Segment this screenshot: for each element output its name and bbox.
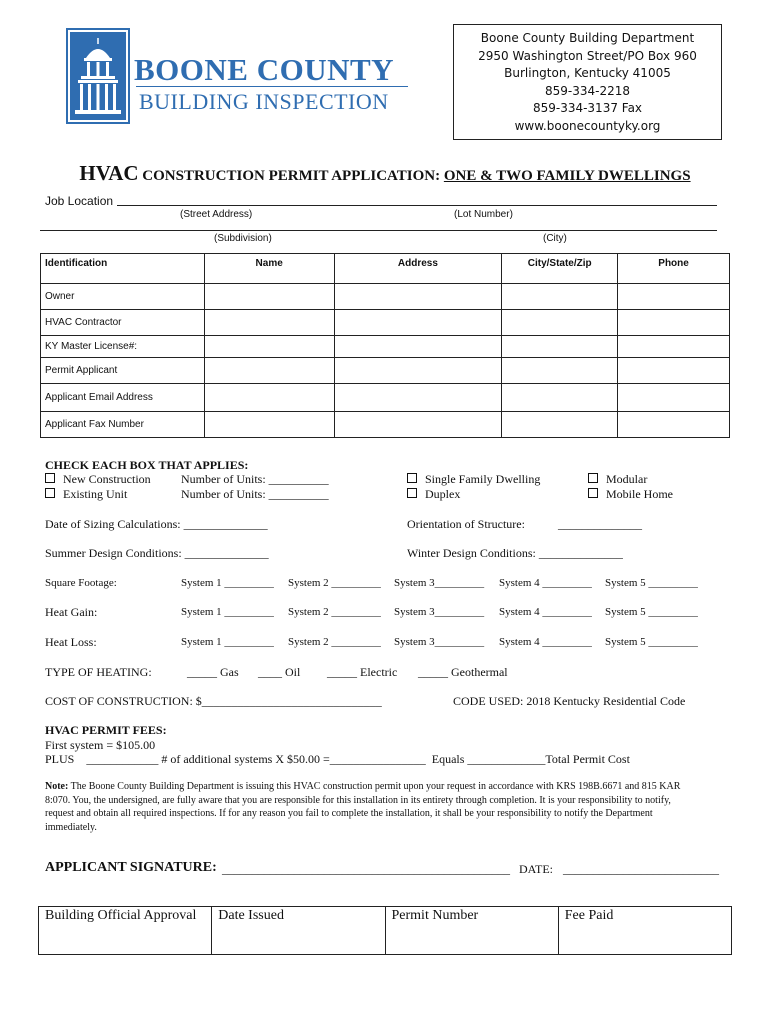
checkbox[interactable] <box>588 488 598 498</box>
column-header: Address <box>334 254 502 284</box>
note-text: The Boone County Building Department is issuing this HVAC construction permit upon your request in accordance with KRS 198B.6671 and 815 KAR 8:070. You, the undersigned, are fully aware that you are responsible for this installation in its entirety through completion. It is your responsibility to notify, request and obtain all required inspections. If for any reason you fail to complete the installation, it shall be your responsibility to notify the Department immediately. <box>45 781 681 833</box>
official-use-table <box>38 906 732 955</box>
code-used: CODE USED: 2018 Kentucky Residential Code <box>453 694 686 708</box>
address-line: www.boonecountyky.org <box>514 118 661 133</box>
owner-address-cell[interactable] <box>334 284 502 310</box>
heating-geothermal-option[interactable]: _____ Geothermal <box>418 665 508 679</box>
column-header: Name <box>204 254 334 284</box>
applicant-name-cell[interactable] <box>204 358 334 384</box>
license-phone-cell[interactable] <box>618 336 730 358</box>
row-label: Permit Applicant <box>41 358 205 384</box>
fees-heading: HVAC PERMIT FEES: <box>45 723 167 737</box>
email-address-cell[interactable] <box>334 384 502 412</box>
legal-note <box>45 780 685 834</box>
signature-label: APPLICANT SIGNATURE: <box>45 860 217 875</box>
address-line: 2950 Washington Street/PO Box 960 <box>478 48 697 63</box>
fax-city-cell[interactable] <box>502 412 618 438</box>
orientation-field[interactable]: ______________ <box>558 517 642 531</box>
lot-number-caption: (Lot Number) <box>454 209 513 220</box>
square-footage-system-1[interactable]: System 1 _________ <box>181 577 274 589</box>
logo-divider <box>136 86 408 87</box>
table-row <box>41 412 730 438</box>
license-city-cell[interactable] <box>502 336 618 358</box>
column-header: City/State/Zip <box>502 254 618 284</box>
row-label: Applicant Fax Number <box>41 412 205 438</box>
cost-of-construction-field[interactable]: COST OF CONSTRUCTION: $______________________________ <box>45 694 382 708</box>
mobile-home-option[interactable]: Mobile Home <box>588 487 673 502</box>
note-label: Note: <box>45 781 69 792</box>
logo-name: BOONE COUNTY <box>134 52 395 87</box>
heat-loss-system-1[interactable]: System 1 _________ <box>181 636 274 648</box>
email-name-cell[interactable] <box>204 384 334 412</box>
table-row <box>41 384 730 412</box>
page-title: HVAC CONSTRUCTION PERMIT APPLICATION: ONE & TWO FAMILY DWELLINGS <box>79 161 691 185</box>
additional-systems-fee[interactable]: PLUS ____________ # of additional systems X $50.00 =________________ Equals _____________Total Permit Cost <box>45 752 630 766</box>
address-line: 859-334-2218 <box>544 83 630 98</box>
heat-loss-system-4[interactable]: System 4 _________ <box>499 636 592 648</box>
first-system-fee: First system = $105.00 <box>45 738 156 752</box>
contractor-address-cell[interactable] <box>334 310 502 336</box>
owner-city-cell[interactable] <box>502 284 618 310</box>
address-line: 859-334-3137 Fax <box>532 101 643 115</box>
permit-number-cell[interactable]: Permit Number <box>385 907 558 955</box>
address-line: Burlington, Kentucky 41005 <box>504 66 671 80</box>
building-official-approval-cell[interactable]: Building Official Approval <box>39 907 212 955</box>
subdivision-caption: (Subdivision) <box>214 233 272 244</box>
sizing-date-field[interactable]: Date of Sizing Calculations: ______________ <box>45 517 268 531</box>
heating-electric-option[interactable]: _____ Electric <box>327 665 398 679</box>
row-label: KY Master License#: <box>41 336 205 358</box>
contacts-table <box>40 253 730 438</box>
heat-gain-system-1[interactable]: System 1 _________ <box>181 606 274 618</box>
table-header-row <box>41 254 730 284</box>
existing-unit-option[interactable]: Existing Unit <box>45 487 127 502</box>
checks-heading: CHECK EACH BOX THAT APPLIES: <box>45 458 249 472</box>
row-label: Heat Loss: <box>45 635 97 649</box>
modular-option[interactable]: Modular <box>588 472 647 487</box>
row-label: Heat Gain: <box>45 605 98 619</box>
signature-field[interactable]: ________________________________________________ <box>222 862 510 876</box>
winter-design-field[interactable]: Winter Design Conditions: ______________ <box>407 546 623 560</box>
courthouse-icon <box>66 28 130 124</box>
applicant-address-cell[interactable] <box>334 358 502 384</box>
table-row <box>41 284 730 310</box>
table-row <box>41 358 730 384</box>
applicant-city-cell[interactable] <box>502 358 618 384</box>
summer-design-field[interactable]: Summer Design Conditions: ______________ <box>45 546 269 560</box>
street-address-caption: (Street Address) <box>180 209 253 220</box>
address-line: Boone County Building Department <box>480 31 695 45</box>
row-label: Owner <box>41 284 205 310</box>
job-location-subdivision-field[interactable] <box>40 230 717 231</box>
job-location-label: Job Location <box>45 194 114 208</box>
logo-subtitle: BUILDING INSPECTION <box>139 89 389 114</box>
heating-gas-option[interactable]: _____ Gas <box>187 665 239 679</box>
table-row <box>41 336 730 358</box>
checkbox[interactable] <box>588 473 598 483</box>
date-issued-cell[interactable]: Date Issued <box>212 907 385 955</box>
applicant-phone-cell[interactable] <box>618 358 730 384</box>
heat-gain-system-5[interactable]: System 5 _________ <box>605 606 698 618</box>
square-footage-system-4[interactable]: System 4 _________ <box>499 577 592 589</box>
checkbox[interactable] <box>45 473 55 483</box>
owner-name-cell[interactable] <box>204 284 334 310</box>
orientation-label: Orientation of Structure: <box>407 517 525 531</box>
fax-address-cell[interactable] <box>334 412 502 438</box>
job-location-street-field[interactable] <box>117 205 717 206</box>
contractor-city-cell[interactable] <box>502 310 618 336</box>
column-header: Identification <box>41 254 205 284</box>
row-label: Square Footage: <box>45 577 117 589</box>
new-construction-units: Number of Units: __________ <box>181 472 329 486</box>
heating-type-label: TYPE OF HEATING: <box>45 665 152 679</box>
license-address-cell[interactable] <box>334 336 502 358</box>
row-label: HVAC Contractor <box>41 310 205 336</box>
owner-phone-cell[interactable] <box>618 284 730 310</box>
license-name-cell[interactable] <box>204 336 334 358</box>
fax-phone-cell[interactable] <box>618 412 730 438</box>
table-row <box>41 310 730 336</box>
new-construction-option[interactable]: New Construction <box>45 472 151 487</box>
contractor-phone-cell[interactable] <box>618 310 730 336</box>
contractor-name-cell[interactable] <box>204 310 334 336</box>
email-city-cell[interactable] <box>502 384 618 412</box>
heat-loss-system-2[interactable]: System 2 _________ <box>288 636 381 648</box>
county-logo <box>66 28 130 124</box>
city-caption: (City) <box>543 233 567 244</box>
heat-loss-system-3[interactable]: System 3_________ <box>394 636 485 648</box>
duplex-option[interactable]: Duplex <box>407 487 460 502</box>
date-field[interactable]: __________________________ <box>563 862 719 876</box>
heat-gain-system-4[interactable]: System 4 _________ <box>499 606 592 618</box>
square-footage-system-3[interactable]: System 3_________ <box>394 577 485 589</box>
checkbox[interactable] <box>407 473 417 483</box>
square-footage-system-2[interactable]: System 2 _________ <box>288 577 381 589</box>
column-header: Phone <box>618 254 730 284</box>
single-family-option[interactable]: Single Family Dwelling <box>407 472 540 487</box>
heating-oil-option[interactable]: ____ Oil <box>258 665 301 679</box>
row-label: Applicant Email Address <box>41 384 205 412</box>
square-footage-system-5[interactable]: System 5 _________ <box>605 577 698 589</box>
checkbox[interactable] <box>45 488 55 498</box>
existing-unit-units: Number of Units: __________ <box>181 487 329 501</box>
heat-loss-system-5[interactable]: System 5 _________ <box>605 636 698 648</box>
email-phone-cell[interactable] <box>618 384 730 412</box>
department-address-box <box>453 24 722 140</box>
heat-gain-system-3[interactable]: System 3_________ <box>394 606 485 618</box>
heat-gain-system-2[interactable]: System 2 _________ <box>288 606 381 618</box>
fee-paid-cell[interactable]: Fee Paid <box>558 907 731 955</box>
checkbox[interactable] <box>407 488 417 498</box>
fax-name-cell[interactable] <box>204 412 334 438</box>
date-label: DATE: <box>519 862 553 876</box>
